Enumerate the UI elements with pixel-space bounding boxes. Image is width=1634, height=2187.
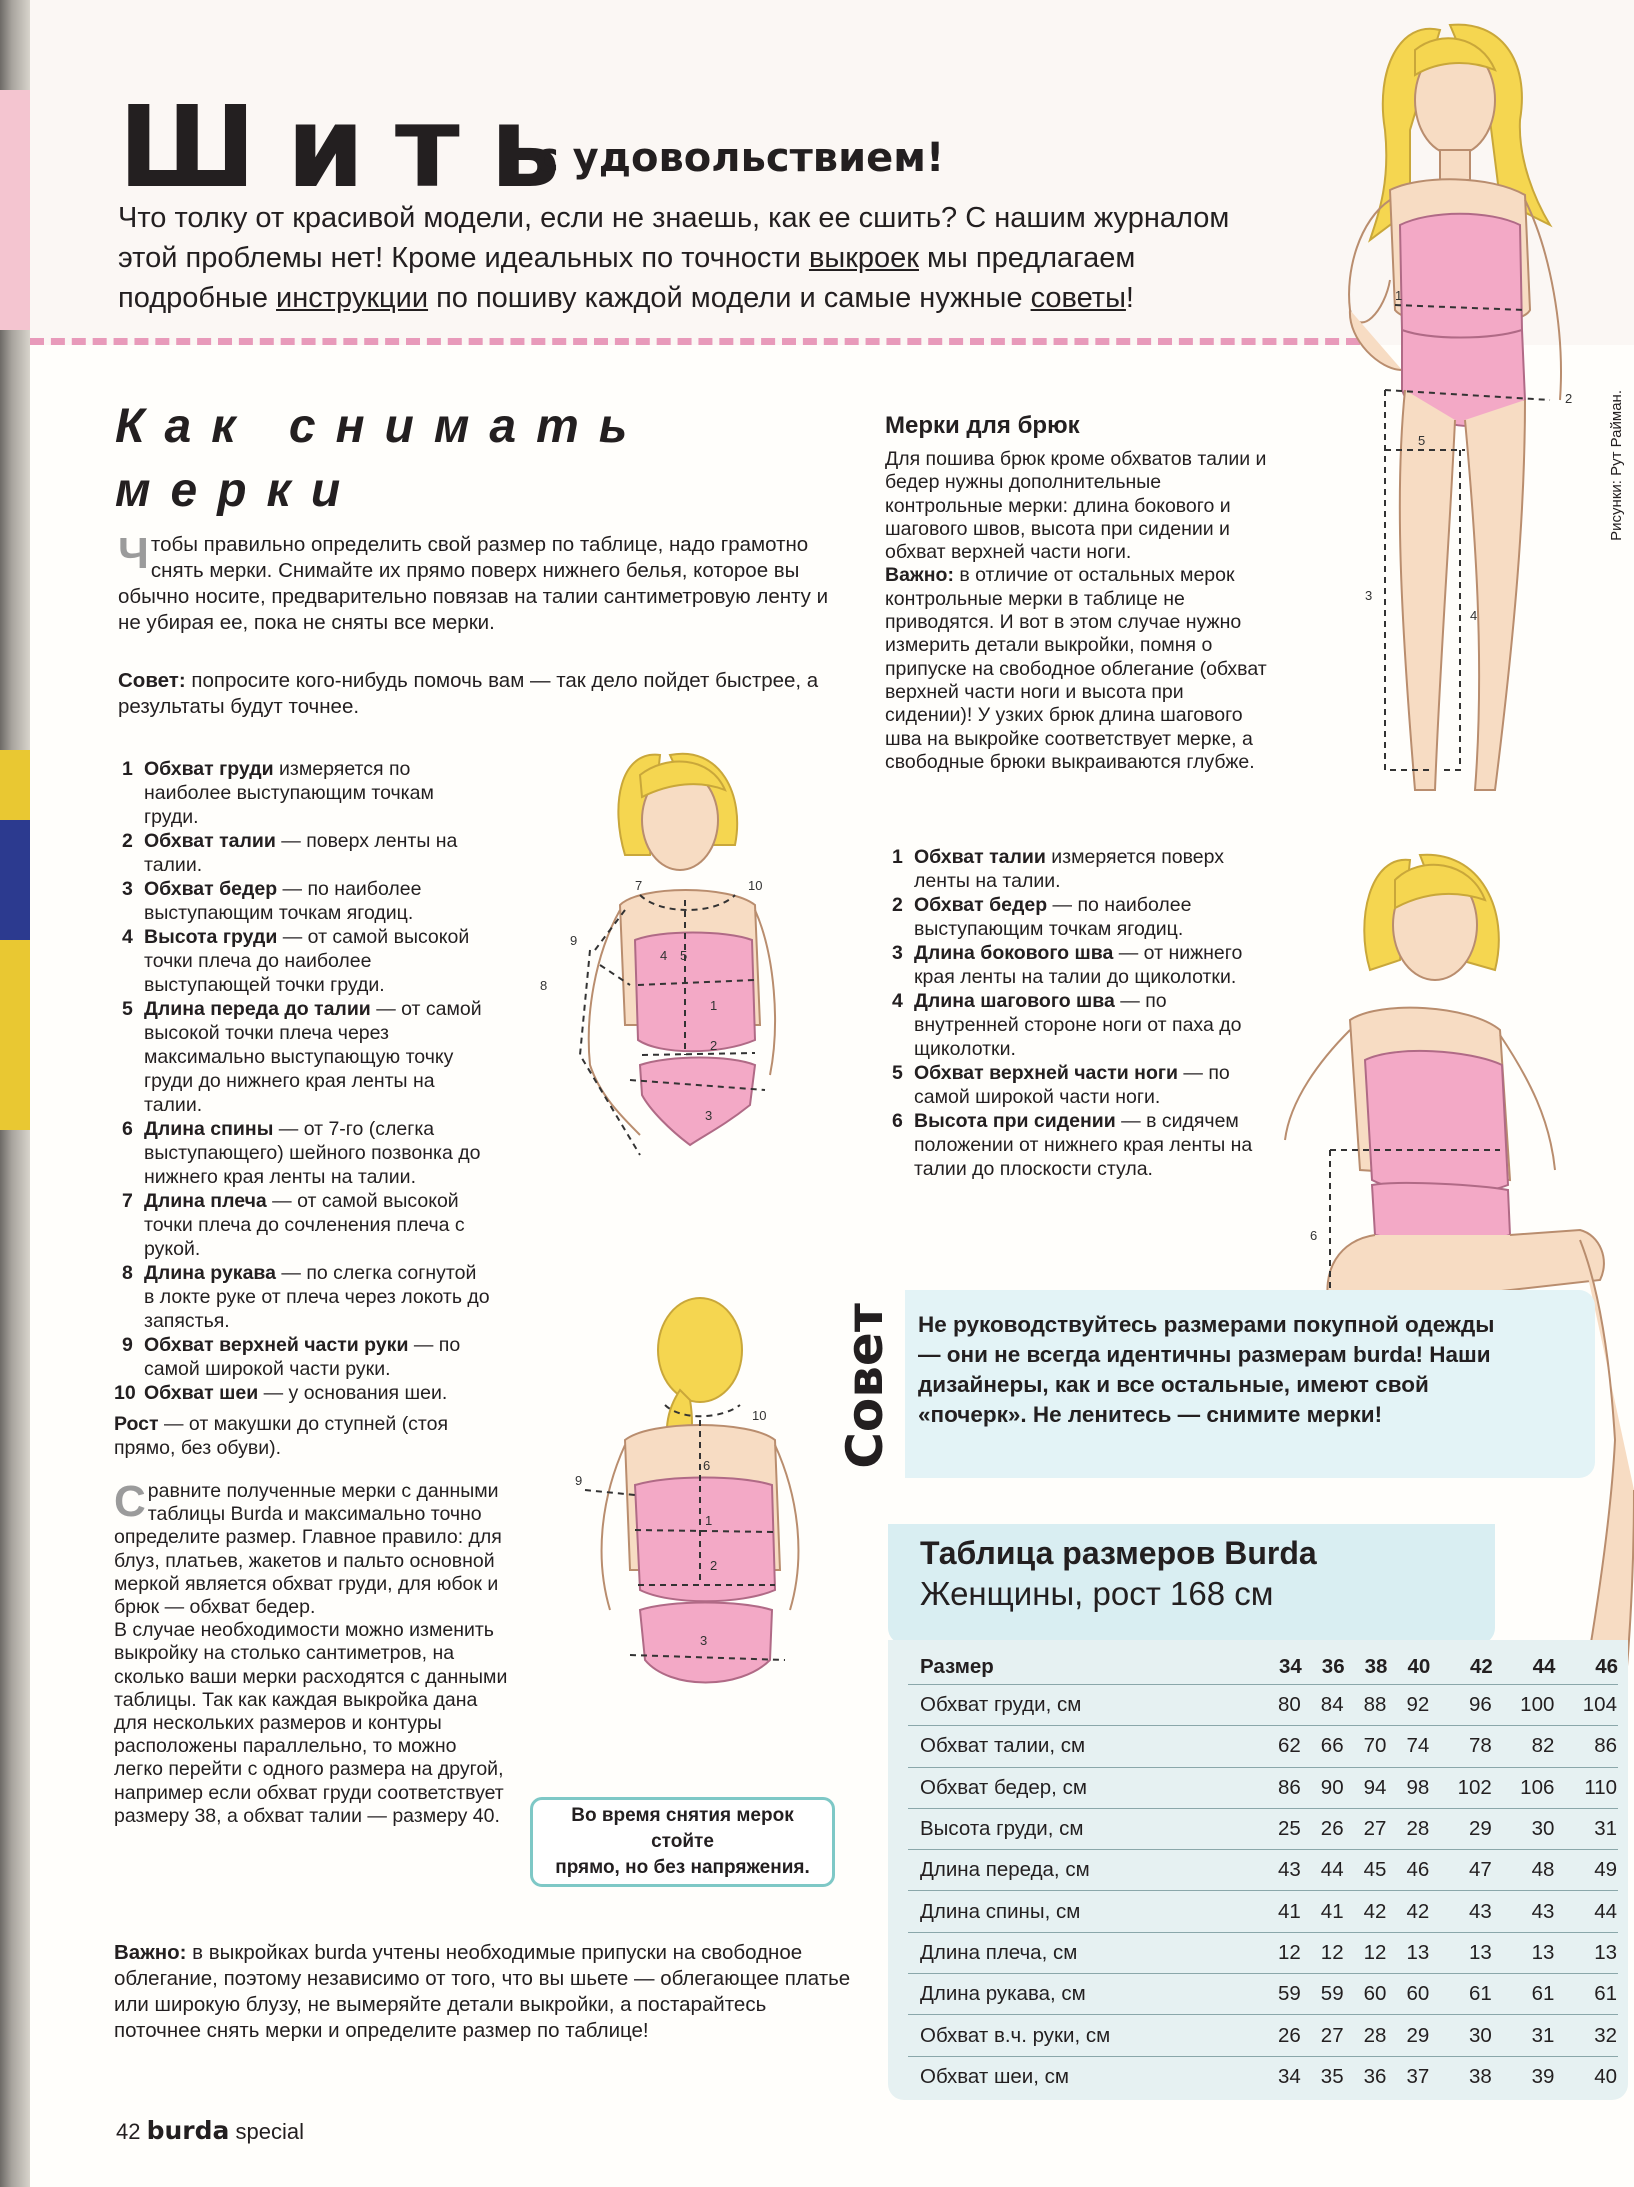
table-cell: 74 (1387, 1726, 1430, 1767)
list-item-description: — по наиболее выступающим точкам ягодиц. (914, 894, 1192, 940)
table-cell: 35 (1302, 2056, 1345, 2097)
standing-figure-illustration (1290, 10, 1620, 840)
table-cell: 42 (1387, 1891, 1430, 1932)
important-label: Важно: (114, 1941, 187, 1964)
table-row-label: Длина плеча, см (908, 1932, 1259, 1973)
size-header-cell: 42 (1470, 1655, 1493, 1678)
table-cell: 100 (1493, 1685, 1556, 1726)
table-cell: 28 (1345, 2015, 1388, 2056)
intro-link-patterns: выкроек (808, 242, 919, 274)
table-row-label: Обхват бедер, см (908, 1767, 1259, 1808)
table-cell: 47 (1430, 1850, 1493, 1891)
trousers-intro (885, 448, 1275, 774)
table-cell: 30 (1430, 2015, 1493, 2056)
page-footer (116, 2116, 304, 2145)
list-item (892, 1109, 1272, 1181)
list-item-description: — по самой широкой части ноги. (914, 1062, 1230, 1108)
table-cell: 60 (1387, 1974, 1430, 2015)
table-cell: 29 (1430, 1808, 1493, 1849)
intro-part-4: ! (1125, 282, 1134, 314)
list-item-number: 5 (892, 1062, 903, 1084)
list-item (892, 941, 1272, 989)
standing-label-2: 2 (1565, 391, 1573, 406)
table-row (908, 1932, 1618, 1973)
table-cell: 12 (1302, 1932, 1345, 1973)
table-cell: 32 (1555, 2015, 1618, 2056)
list-item (892, 1061, 1272, 1109)
list-item (122, 757, 492, 829)
height-note (114, 1412, 454, 1460)
list-item-term: Длина бокового шва (914, 942, 1114, 964)
list-item (114, 1381, 492, 1405)
table-cell: 90 (1302, 1767, 1345, 1808)
list-item-term: Длина шагового шва (914, 990, 1115, 1012)
table-cell: 29 (1387, 2015, 1430, 2056)
table-row-label: Обхват в.ч. руки, см (908, 2015, 1259, 2056)
compare-text: равните полученные мерки с данными таблицы Burda и максимально точно определите размер. Главное правило: для блуз, платьев, жакетов и пальто основной меркой является обхват груди, для юбок и брюк — обхват бедер. (114, 1480, 502, 1619)
important-text: в выкройках burda учтены необходимые припуски на свободное облегание, поэтому независимо от того, что вы шьете — облегающее платье или широкую блузу, не вымеряйте детали выкройки, а постарайтесь поточнее снять мерки и определите размер по таблице! (114, 1941, 851, 2042)
table-cell: 78 (1430, 1726, 1493, 1767)
standing-label-4: 4 (1470, 608, 1478, 623)
trousers-important-label: Важно: (885, 564, 954, 587)
table-cell: 106 (1493, 1767, 1556, 1808)
list-item (122, 1333, 492, 1381)
page-subtitle: с удовольствием! (535, 135, 945, 181)
figure-measure-label: 6 (1310, 1228, 1318, 1243)
list-item-term: Обхват бедер (144, 878, 278, 900)
size-table-header-row (908, 1650, 1618, 1685)
list-item-number: 3 (122, 878, 133, 900)
size-header-cell: 36 (1321, 1655, 1345, 1678)
table-cell: 82 (1493, 1726, 1556, 1767)
table-cell: 110 (1555, 1767, 1618, 1808)
intro-text: тобы правильно определить свой размер по таблице, надо грамотно снять мерки. Снимайте их прямо поверх нижнего белья, которое вы обычно носите, предварительно повязав на талии сантиметровую ленту и не убирая ее, пока не сняты все мерки. (118, 533, 829, 634)
advice-paragraph (118, 668, 848, 720)
intro-part-1: Что толку от красивой модели, если не знаешь, как ее сшить? С нашим журналом этой проблемы нет! Кроме идеальных по точности (118, 202, 1230, 274)
advice-label: Совет: (118, 669, 186, 692)
figure-measure-label: 10 (752, 1408, 767, 1423)
height-label: Рост (114, 1413, 159, 1435)
section-intro (118, 529, 848, 636)
trousers-heading: Мерки для брюк (885, 412, 1080, 439)
table-cell: 13 (1555, 1932, 1618, 1973)
spine-tab-blue (0, 820, 30, 940)
list-item (122, 829, 492, 877)
table-cell: 43 (1493, 1891, 1556, 1932)
height-text: — от макушки до ступней (стоя прямо, без обуви). (114, 1413, 449, 1459)
intro-link-tips: советы (1030, 282, 1126, 314)
table-cell: 61 (1493, 1974, 1556, 2015)
table-cell: 45 (1345, 1850, 1388, 1891)
brand-logo: burda (146, 2116, 230, 2145)
spine-tab-yellow (0, 750, 30, 1130)
trousers-important-text: в отличие от остальных мерок контрольные мерки в таблице не приводятся. И вот в этом случае нужно измерить детали выкройки, помня о припуске на свободное облегание (обхват верхней части ноги и высота при сидении)! У узких брюк длина шагового шва на выкройке соответствует мерке, а свободные брюки выкраиваются глубже. (885, 564, 1267, 773)
table-cell: 96 (1430, 1685, 1493, 1726)
edition-label: special (235, 2119, 305, 2144)
table-row (908, 1850, 1618, 1891)
figure-measure-label: 2 (710, 1038, 718, 1053)
table-cell: 59 (1302, 1974, 1345, 2015)
caption-line-1: Во время снятия мерок стойте (571, 1805, 794, 1852)
table-cell: 40 (1555, 2056, 1618, 2097)
sitting-briefs (1372, 1183, 1510, 1243)
list-item (122, 877, 492, 925)
size-table (908, 1650, 1618, 2097)
figure-measure-label: Совет (836, 1303, 894, 1469)
figure-measure-label: 10 (748, 878, 763, 893)
list-item-number: 2 (892, 894, 903, 916)
front-briefs (640, 1058, 755, 1146)
page-title: Шить (118, 83, 591, 213)
list-item (122, 925, 492, 997)
front-camisole (635, 933, 755, 1052)
list-item-description: — у основания шеи. (258, 1382, 448, 1404)
table-cell: 42 (1345, 1891, 1388, 1932)
table-cell: 44 (1302, 1850, 1345, 1891)
table-cell: 30 (1493, 1808, 1556, 1849)
caption-line-2: прямо, но без напряжения. (555, 1857, 810, 1878)
table-row (908, 1974, 1618, 2015)
list-item-term: Обхват шеи (144, 1382, 259, 1404)
list-item-number: 9 (122, 1334, 133, 1356)
standing-camisole (1400, 214, 1522, 342)
table-cell: 39 (1493, 2056, 1556, 2097)
list-item-term: Обхват талии (144, 830, 276, 852)
list-item-description: — по наиболее выступающим точкам ягодиц. (144, 878, 422, 924)
list-item-number: 3 (892, 942, 903, 964)
intro-dropcap: Ч (118, 529, 149, 578)
table-cell: 44 (1555, 1891, 1618, 1932)
figure-measure-label: 3 (705, 1108, 713, 1123)
list-item-number: 1 (122, 758, 133, 780)
list-item-description: — от самой высокой точки плеча через максимально выступающую точку груди до нижнего края ленты на талии. (144, 998, 482, 1116)
page-number: 42 (116, 2119, 141, 2144)
standing-label-5: 5 (1418, 433, 1426, 448)
list-item (122, 997, 492, 1117)
list-item-description: — по слегка согнутой в локте руке от плеча через локоть до запястья. (144, 1262, 490, 1332)
size-header-cell: 34 (1278, 1655, 1302, 1678)
table-cell: 104 (1555, 1685, 1618, 1726)
list-item-number: 6 (122, 1118, 133, 1140)
table-cell: 27 (1302, 2015, 1345, 2056)
list-item (122, 1117, 492, 1189)
size-header-cell: 46 (1595, 1655, 1618, 1678)
table-cell: 43 (1259, 1850, 1302, 1891)
figure-measure-label: 3 (700, 1633, 708, 1648)
list-item-number: 4 (122, 926, 133, 948)
table-cell: 13 (1387, 1932, 1430, 1973)
list-item-term: Обхват верхней части руки (144, 1334, 409, 1356)
list-item (892, 893, 1272, 941)
intro-part-3: по пошиву каждой модели и самые нужные (428, 282, 1031, 314)
table-row-label: Обхват талии, см (908, 1726, 1259, 1767)
spine-tab-pink (0, 90, 30, 330)
table-cell: 25 (1259, 1808, 1302, 1849)
figure-measure-label: 1 (710, 998, 718, 1013)
table-row (908, 1726, 1618, 1767)
table-cell: 12 (1259, 1932, 1302, 1973)
list-item-description: — по внутренней стороне ноги от паха до щиколотки. (914, 990, 1242, 1060)
table-cell: 31 (1493, 2015, 1556, 2056)
table-cell: 48 (1493, 1850, 1556, 1891)
list-item-description: измеряется поверх ленты на талии. (914, 846, 1224, 892)
table-cell: 13 (1493, 1932, 1556, 1973)
table-row-label: Длина переда, см (908, 1850, 1259, 1891)
table-cell: 61 (1430, 1974, 1493, 2015)
table-row (908, 2056, 1618, 2097)
figure-measure-label: 1 (705, 1513, 713, 1528)
section-title: Как снимать мерки (115, 400, 648, 517)
size-table-body (908, 1685, 1618, 2097)
list-item-term: Длина спины (144, 1118, 274, 1140)
table-cell: 59 (1259, 1974, 1302, 2015)
list-item-number: 5 (122, 998, 133, 1020)
figure-measure-label: 7 (635, 878, 643, 893)
list-item-description: — в сидячем положении от нижнего края ленты на талии до плоскости стула. (914, 1110, 1253, 1180)
trousers-intro-text: Для пошива брюк кроме обхватов талии и бедер нужны дополнительные контрольные мерки: длина бокового и шагового швов, высота при сидении и обхват верхней части ноги. (885, 448, 1267, 564)
list-item (122, 1189, 492, 1261)
list-item-description: — по самой широкой части руки. (144, 1334, 461, 1380)
table-row-label: Обхват шеи, см (908, 2056, 1259, 2097)
table-cell: 60 (1345, 1974, 1388, 2015)
compare-paragraph (114, 1477, 509, 1828)
trousers-measurement-list (892, 845, 1272, 1181)
list-item-term: Высота при сидении (914, 1110, 1116, 1132)
list-item-description: — от нижнего края ленты на талии до щиколотки. (914, 942, 1243, 988)
list-item-term: Длина переда до талии (144, 998, 371, 1020)
size-table-title: Таблица размеров Burda (920, 1535, 1317, 1571)
table-cell: 66 (1302, 1726, 1345, 1767)
list-item-number: 10 (114, 1382, 136, 1404)
table-cell: 26 (1302, 1808, 1345, 1849)
table-cell: 84 (1302, 1685, 1345, 1726)
figure-measure-label: 8 (540, 978, 548, 993)
measurement-list (114, 757, 492, 1405)
size-table-subtitle: Женщины, рост 168 см (920, 1575, 1274, 1612)
list-item-description: — от 7-го (слегка выступающего) шейного позвонка до нижнего края ленты на талии. (144, 1118, 481, 1188)
table-cell: 43 (1430, 1891, 1493, 1932)
table-cell: 28 (1387, 1808, 1430, 1849)
table-cell: 13 (1430, 1932, 1493, 1973)
table-cell: 86 (1259, 1767, 1302, 1808)
table-cell: 86 (1555, 1726, 1618, 1767)
intro-part-2: мы предлагаем подробные (118, 242, 1136, 314)
figure-measure-label: 5 (680, 948, 688, 963)
size-header-cell: 44 (1532, 1655, 1556, 1678)
standing-label-3: 3 (1365, 588, 1373, 603)
back-camisole (635, 1478, 775, 1602)
sitting-camisole (1365, 1051, 1508, 1194)
table-cell: 12 (1345, 1932, 1388, 1973)
table-cell: 46 (1387, 1850, 1430, 1891)
table-cell: 98 (1387, 1767, 1430, 1808)
table-row (908, 1685, 1618, 1726)
table-cell: 38 (1430, 2056, 1493, 2097)
table-cell: 61 (1555, 1974, 1618, 2015)
figure-measure-label: 6 (703, 1458, 711, 1473)
header-divider (30, 338, 1360, 345)
back-figure-illustration (560, 1270, 830, 1730)
table-cell: 37 (1387, 2056, 1430, 2097)
list-item-term: Обхват груди (144, 758, 274, 780)
table-row (908, 1808, 1618, 1849)
list-item-description: измеряется по наиболее выступающим точкам груди. (144, 758, 434, 828)
list-item-number: 4 (892, 990, 903, 1012)
size-header-label: Размер (920, 1655, 994, 1678)
table-cell: 49 (1555, 1850, 1618, 1891)
posture-caption (530, 1797, 835, 1887)
size-header-cell: 38 (1364, 1655, 1388, 1678)
tip-text: Не руководствуйтесь размерами покупной одежды — они не всегда идентичны размерам burda! Наши дизайнеры, как и все остальные, имеют свой «почерк». Не ленитесь — снимите мерки! (918, 1312, 1495, 1427)
list-item-term: Высота груди (144, 926, 278, 948)
list-item-description: — от самой высокой точки плеча до сочленения плеча с рукой. (144, 1190, 465, 1260)
intro-link-instructions: инструкции (276, 282, 429, 314)
table-cell: 34 (1259, 2056, 1302, 2097)
table-cell: 36 (1345, 2056, 1388, 2097)
list-item-description: — от самой высокой точки плеча до наиболее выступающей точки груди. (144, 926, 470, 996)
figure-measure-label: 9 (575, 1473, 583, 1488)
table-cell: 88 (1345, 1685, 1388, 1726)
figure-measure-label: 9 (570, 933, 578, 948)
list-item-term: Обхват бедер (914, 894, 1048, 916)
list-item-term: Длина плеча (144, 1190, 267, 1212)
table-cell: 27 (1345, 1808, 1388, 1849)
advice-text: попросите кого-нибудь помочь вам — так дело пойдет быстрее, а результаты будут точнее. (118, 669, 819, 718)
list-item-term: Длина рукава (144, 1262, 276, 1284)
table-cell: 26 (1259, 2015, 1302, 2056)
compare-text-2: В случае необходимости можно изменить выкройку на столько сантиметров, на сколько ваши мерки расходятся с данными таблицы. Так как каждая выкройка дана для нескольких размеров и контуры расположены параллельно, то можно легко перейти с одного размера на другой, например если обхват груди соответствует размеру 38, а обхват талии — размеру 40. (114, 1619, 508, 1827)
table-cell: 31 (1555, 1808, 1618, 1849)
table-cell: 102 (1430, 1767, 1493, 1808)
important-paragraph (114, 1940, 854, 2044)
table-row (908, 1891, 1618, 1932)
intro-paragraph (118, 198, 1268, 318)
list-item-description: — поверх ленты на талии. (144, 830, 458, 876)
table-cell: 92 (1387, 1685, 1430, 1726)
table-cell: 62 (1259, 1726, 1302, 1767)
figure-measure-label: 4 (660, 948, 668, 963)
front-figure-illustration (530, 735, 830, 1195)
size-header-cell: 40 (1407, 1655, 1431, 1678)
illustration-credit: Рисунки: Рут Райман. (1608, 390, 1625, 541)
list-item-term: Обхват верхней части ноги (914, 1062, 1178, 1084)
table-cell: 80 (1259, 1685, 1302, 1726)
list-item-number: 7 (122, 1190, 133, 1212)
list-item-number: 6 (892, 1110, 903, 1132)
list-item (892, 989, 1272, 1061)
tip-vertical-word (835, 1288, 895, 1484)
list-item (892, 845, 1272, 893)
table-row-label: Длина рукава, см (908, 1974, 1259, 2015)
table-row-label: Высота груди, см (908, 1808, 1259, 1849)
list-item-number: 2 (122, 830, 133, 852)
list-item (122, 1261, 492, 1333)
table-row (908, 2015, 1618, 2056)
standing-label-1: 1 (1395, 288, 1403, 303)
list-item-number: 8 (122, 1262, 133, 1284)
table-cell: 94 (1345, 1767, 1388, 1808)
table-cell: 41 (1302, 1891, 1345, 1932)
table-cell: 70 (1345, 1726, 1388, 1767)
table-cell: 41 (1259, 1891, 1302, 1932)
table-row-label: Длина спины, см (908, 1891, 1259, 1932)
compare-dropcap: С (114, 1477, 146, 1526)
table-row (908, 1767, 1618, 1808)
list-item-term: Обхват талии (914, 846, 1046, 868)
list-item-number: 1 (892, 846, 903, 868)
table-row-label: Обхват груди, см (908, 1685, 1259, 1726)
figure-measure-label: 2 (710, 1558, 718, 1573)
